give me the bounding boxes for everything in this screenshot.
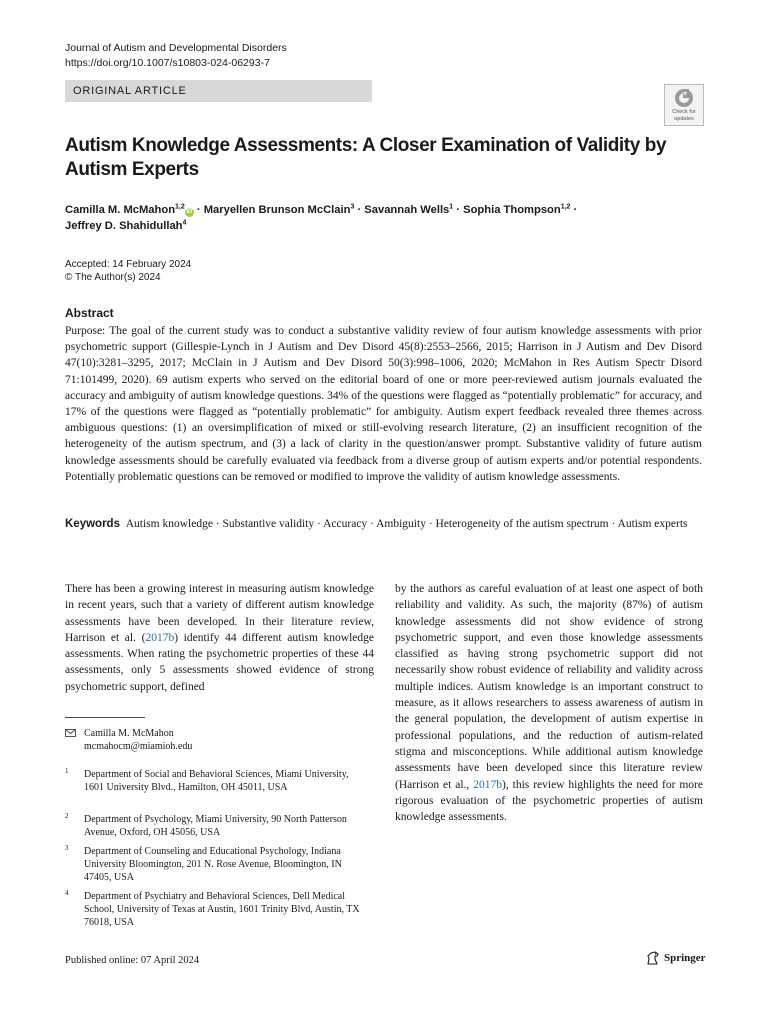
article-type-banner: ORIGINAL ARTICLE — [65, 80, 372, 102]
footnote-divider — [65, 717, 145, 718]
affiliation-number: 1 — [65, 767, 69, 775]
article-title: Autism Knowledge Assessments: A Closer Examination of Validity by Autism Experts — [65, 135, 667, 180]
author-affiliation-sup: 3 — [350, 203, 355, 211]
author-separator: · — [453, 204, 464, 216]
article-dates — [65, 258, 191, 284]
journal-name: Journal of Autism and Developmental Disorders — [65, 42, 287, 54]
affiliation — [65, 813, 365, 839]
author-separator: · — [193, 204, 204, 216]
body-column-right — [395, 581, 703, 825]
accepted-date: Accepted: 14 February 2024 — [65, 259, 192, 270]
affiliation — [65, 845, 365, 884]
keywords-label: Keywords — [65, 518, 120, 530]
author-affiliation-sup: 4 — [182, 219, 187, 227]
citation-link[interactable]: 2017b — [145, 631, 175, 644]
affiliation-number: 3 — [65, 844, 69, 852]
body-text: ) identify 44 different autism knowledge assessments. When rating the psychometric properties of these 44 assessments, only 5 assessments showed evidence of strong psychometric support, defined — [65, 631, 374, 693]
author-name[interactable]: Maryellen Brunson McClain — [203, 204, 351, 216]
body-column-left — [65, 581, 374, 695]
affiliation-text: Department of Psychology, Miami University, 90 North Patterson Avenue, Oxford, OH 45056, USA — [84, 814, 347, 838]
springer-horse-icon — [646, 951, 660, 965]
corresponding-email[interactable]: mcmahocm@miamioh.edu — [84, 741, 193, 752]
publisher-name: Springer — [664, 952, 706, 964]
check-updates-icon — [674, 88, 694, 108]
abstract-text: Purpose: The goal of the current study was to conduct a substantive validity review of four autism knowledge assessments with prior psychometric support (Gillespie-Lynch in J Autism and Dev Disord 45(8):2553–2566, 2015; Harrison in J Autism and Dev Disord 47(10):3281–3295, 2017; McClain in J Autism and Dev Disord 50(3):998–1006, 2020; McMahon in Res Autism Spectr Disord 71:101499, 2020). 69 autism experts who served on the editorial board of one or more peer-reviewed autism journals evaluated the accuracy and ambiguity of autism knowledge questions. 34% of the questions were flagged as “potentially problematic” for accuracy, and 17% of the questions were flagged as “potentially problematic” for ambiguity. Autism expert feedback revealed three themes across ambiguous questions: (1) an oversimplification of mixed or still-evolving research literature, (2) an insufficient recognition of the heterogeneity of the autism spectrum, and (3) a lack of clarity in the question/answer prompt. Substantive validity of future autism knowledge assessments should be carefully evaluated via feedback from a diverse group of autism experts and/or potential respondents. Potentially problematic questions can be removed or modified to improve the validity of autism knowledge assessments. — [65, 325, 702, 483]
publisher-logo — [646, 951, 706, 965]
doi-link[interactable]: https://doi.org/10.1007/s10803-024-06293-7 — [65, 57, 270, 69]
affiliation-text: Department of Psychiatry and Behavioral Sciences, Dell Medical School, University of Texas at Austin, 1601 Trinity Blvd, Austin, TX 76018, USA — [84, 891, 360, 928]
body-text: by the authors as careful evaluation of at least one aspect of both reliability and validity. As such, the majority (87%) of autism knowledge assessments did not show evidence of strong psychometric support, and even those knowledge assessments classified as having strong psychometric support did not necessarily show robust evidence of reliability and validity across multiple indices. Autism knowledge is an important construct to measure, as it allows researchers to assess awareness of autism in the general population, the development of autism expertise in professional populations, and the reduction of autism-related stigma and misconceptions. While additional autism knowledge assessments have been developed since this literature review (Harrison et al., — [395, 583, 703, 791]
author-separator: · — [354, 204, 365, 216]
affiliation — [65, 890, 365, 929]
body-text: There has been a growing interest in measuring autism knowledge in recent years, such that a variety of different autism knowledge assessments have been developed. In their literature review, Harrison et al. ( — [65, 583, 374, 644]
author-name[interactable]: Jeffrey D. Shahidullah — [65, 220, 183, 232]
author-affiliation-sup: 1 — [449, 203, 454, 211]
orcid-icon[interactable]: iD — [186, 209, 193, 215]
author-affiliation-sup: 1,2 — [560, 203, 571, 211]
body-text: ), this review highlights the need for more rigorous evaluation of the psychometric properties of autism knowledge assessments. — [395, 778, 703, 824]
published-date: Published online: 07 April 2024 — [65, 955, 200, 966]
affiliation — [65, 768, 365, 794]
citation-link[interactable]: 2017b — [473, 778, 502, 791]
keywords-section — [65, 516, 702, 533]
check-updates-line1: Check for — [672, 109, 696, 115]
affiliation-number: 4 — [65, 889, 69, 897]
author-name[interactable]: Sophia Thompson — [463, 204, 561, 216]
affiliation-number: 2 — [65, 812, 69, 820]
author-separator: · — [570, 204, 578, 216]
corresponding-name: Camilla M. McMahon — [84, 728, 174, 739]
journal-header — [65, 41, 287, 71]
copyright-notice: © The Author(s) 2024 — [65, 272, 161, 283]
author-name[interactable]: Savannah Wells — [364, 204, 450, 216]
check-updates-line2: updates — [674, 116, 694, 122]
author-affiliation-sup: 1,2 — [175, 203, 185, 211]
affiliation-text: Department of Social and Behavioral Sciences, Miami University, 1601 University Blvd., Hamilton, OH 45011, USA — [84, 769, 349, 793]
abstract-heading: Abstract — [65, 306, 114, 320]
envelope-icon — [65, 729, 76, 737]
affiliation-text: Department of Counseling and Educational Psychology, Indiana University Bloomington, 201 N. Rose Avenue, Bloomington, IN 47405, USA — [84, 846, 342, 883]
author-name[interactable]: Camilla M. McMahon — [65, 204, 176, 216]
corresponding-author — [65, 727, 192, 753]
keywords-list: Autism knowledge · Substantive validity · Accuracy · Ambiguity · Heterogeneity of the autism spectrum · Autism experts — [125, 518, 688, 530]
check-for-updates-badge[interactable] — [664, 84, 704, 126]
author-list — [65, 202, 685, 234]
